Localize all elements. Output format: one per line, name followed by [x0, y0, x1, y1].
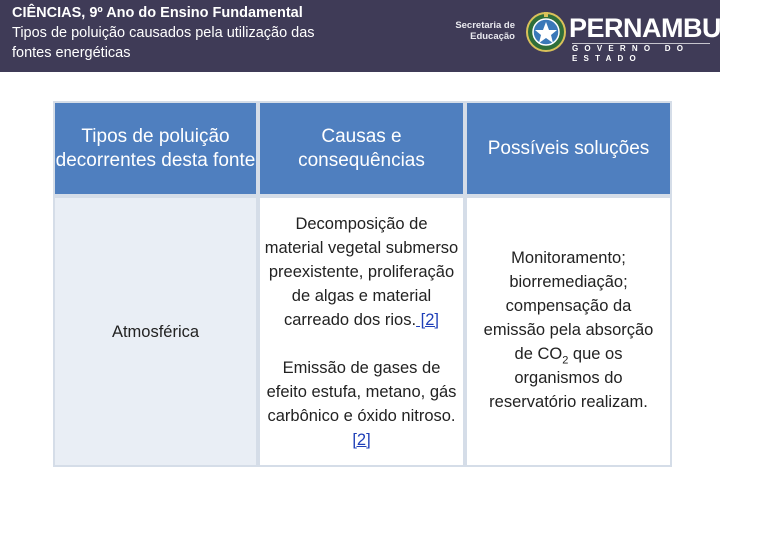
- cause-2: [264, 356, 459, 452]
- cell-causes: [260, 198, 463, 465]
- cell-pollution-type: [55, 198, 256, 465]
- secretaria-line-1: Secretaria de: [455, 20, 515, 31]
- topic-line-1: Tipos de poluição causados pela utilização das: [12, 25, 315, 41]
- solutions-subscript: 2: [562, 354, 569, 367]
- cause-1-reference-link[interactable]: [2]: [416, 310, 439, 329]
- government-label: GOVERNO DO ESTADO: [572, 44, 690, 63]
- solutions-part-2: que os organismos do reservatório realizam.: [489, 345, 648, 411]
- slide-title: [12, 3, 432, 63]
- header-bar: [0, 0, 761, 72]
- secretaria-line-2: Educação: [470, 31, 515, 42]
- solutions-part-1: Monitoramento; biorremediação; compensação da emissão pela absorção de CO: [483, 249, 654, 363]
- secretaria-label: [455, 20, 515, 42]
- header-causes-text: Causas e consequências: [298, 125, 425, 171]
- pollution-table: [53, 101, 672, 467]
- cause-1: [264, 212, 459, 332]
- cause-1-text: Decomposição de material vegetal submerso preexistente, proliferação de algas e material carreado dos rios.: [264, 214, 459, 329]
- header-cell-solutions: [467, 103, 670, 194]
- pernambuco-crest-icon: [524, 10, 568, 54]
- topic-line-2: fontes energéticas: [12, 45, 131, 61]
- header-cell-types: [55, 103, 256, 194]
- solutions-text: [473, 246, 664, 414]
- cause-2-reference-link[interactable]: [2]: [352, 430, 371, 449]
- header-cell-causes: [260, 103, 463, 194]
- header-types-text: Tipos de poluição decorrentes desta fonte: [55, 125, 256, 171]
- subject-label: CIÊNCIAS, 9º Ano do Ensino Fundamental: [12, 5, 303, 21]
- header-solutions-text: Possíveis soluções: [487, 137, 650, 159]
- pollution-type-text: Atmosférica: [111, 322, 200, 341]
- state-name: PERNAMBUCO: [569, 13, 761, 43]
- cell-solutions: [467, 198, 670, 465]
- cause-2-text: Emissão de gases de efeito estufa, metano, gás carbônico e óxido nitroso.: [266, 358, 457, 425]
